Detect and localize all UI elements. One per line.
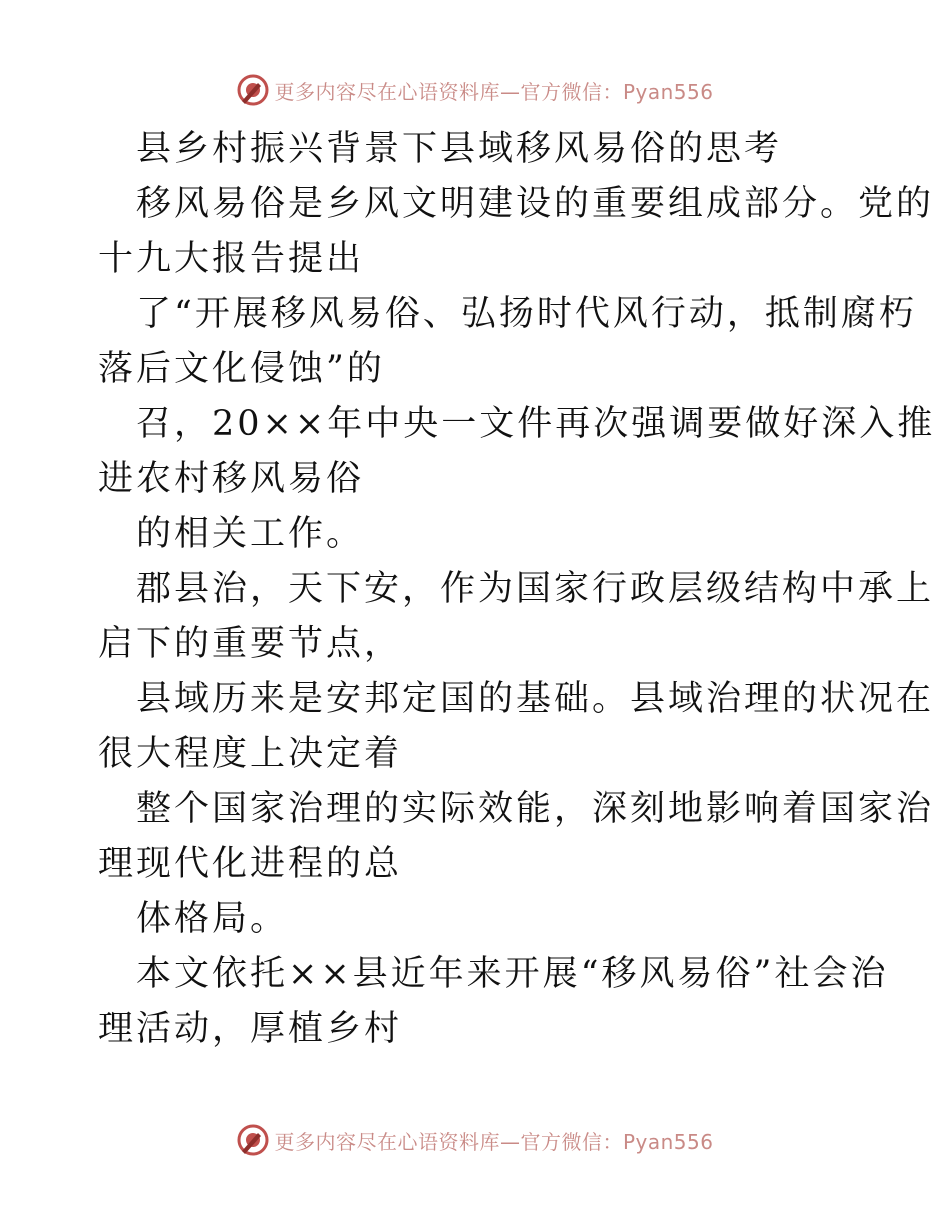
header-watermark [0,70,950,110]
text-line: 县域历来是安邦定国的基础。县域治理的状况在 [136,679,935,719]
text-line: 移风易俗是乡风文明建设的重要组成部分。党的 [136,184,935,224]
text-line: 郡县治，天下安，作为国家行政层级结构中承上 [136,569,935,609]
footer-watermark [0,1120,950,1160]
text-line: 进农村移风易俗 [98,459,365,499]
text-line: 启下的重要节点， [98,624,403,664]
text-line: 召，20××年中央一文件再次强调要做好深入推 [136,404,936,444]
logo-icon [236,1123,270,1157]
text-line: 理现代化进程的总 [98,844,403,884]
text-line: 理活动，厚植乡村 [98,1009,403,1049]
banner-text: 更多内容尽在心语资料库—官方微信：Pyan556 [274,79,714,104]
document-body [98,122,936,1057]
text-line: 落后文化侵蚀”的 [98,349,385,389]
text-line: 很大程度上决定着 [98,734,403,774]
text-line: 的相关工作。 [136,514,365,554]
text-line: 了“开展移风易俗、弘扬时代风行动，抵制腐朽 [136,294,917,334]
text-line: 十九大报告提出 [98,239,365,279]
text-line: 体格局。 [136,899,289,939]
document-title: 县乡村振兴背景下县域移风易俗的思考 [136,129,783,169]
banner-text: 更多内容尽在心语资料库—官方微信：Pyan556 [274,1129,714,1154]
text-line: 本文依托××县近年来开展“移风易俗”社会治 [136,954,889,994]
logo-icon [236,73,270,107]
text-line: 整个国家治理的实际效能，深刻地影响着国家治 [136,789,935,829]
